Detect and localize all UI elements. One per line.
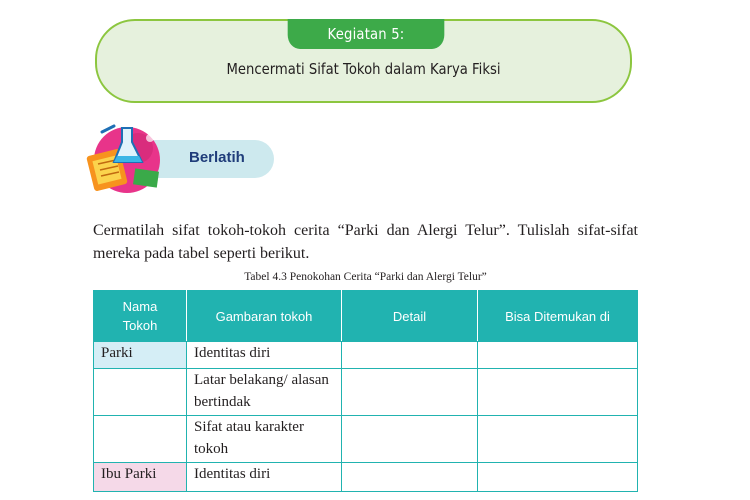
cell-gambaran-tokoh: Identitas diri (187, 463, 342, 492)
table-row (94, 369, 638, 416)
header-bisa-ditemukan: Bisa Ditemukan di (478, 291, 638, 342)
header-nama-tokoh: Nama Tokoh (94, 291, 187, 342)
cell-detail (342, 369, 478, 416)
table-caption: Tabel 4.3 Penokohan Cerita “Parki dan Alergi Telur” (244, 271, 487, 283)
characterization-table (93, 290, 638, 492)
cell-bisa-ditemukan (478, 342, 638, 369)
table-row (94, 463, 638, 492)
cell-nama-tokoh (94, 369, 187, 416)
table-row (94, 342, 638, 369)
cell-gambaran-tokoh: Latar belakang/ alasan bertindak (187, 369, 342, 416)
activity-tab-label: Kegiatan 5: (288, 19, 445, 49)
cell-nama-tokoh: Ibu Parki (94, 463, 187, 492)
header-detail: Detail (342, 291, 478, 342)
cell-detail (342, 416, 478, 463)
table-row (94, 416, 638, 463)
header-gambaran-tokoh: Gambaran tokoh (187, 291, 342, 342)
science-stationery-icon (84, 122, 170, 198)
practice-label: Berlatih (189, 149, 245, 166)
activity-subtitle: Mencermati Sifat Tokoh dalam Karya Fiksi (226, 60, 501, 78)
cell-detail (342, 463, 478, 492)
cell-gambaran-tokoh: Identitas diri (187, 342, 342, 369)
cell-gambaran-tokoh: Sifat atau karakter tokoh (187, 416, 342, 463)
cell-bisa-ditemukan (478, 369, 638, 416)
cell-detail (342, 342, 478, 369)
cell-bisa-ditemukan (478, 463, 638, 492)
table-header-row (94, 291, 638, 342)
cell-nama-tokoh (94, 416, 187, 463)
cell-bisa-ditemukan (478, 416, 638, 463)
instruction-paragraph: Cermatilah sifat tokoh-tokoh cerita “Parki dan Alergi Telur”. Tulislah sifat-sifat mereka pada tabel seperti berikut. (93, 222, 638, 262)
cell-nama-tokoh: Parki (94, 342, 187, 369)
